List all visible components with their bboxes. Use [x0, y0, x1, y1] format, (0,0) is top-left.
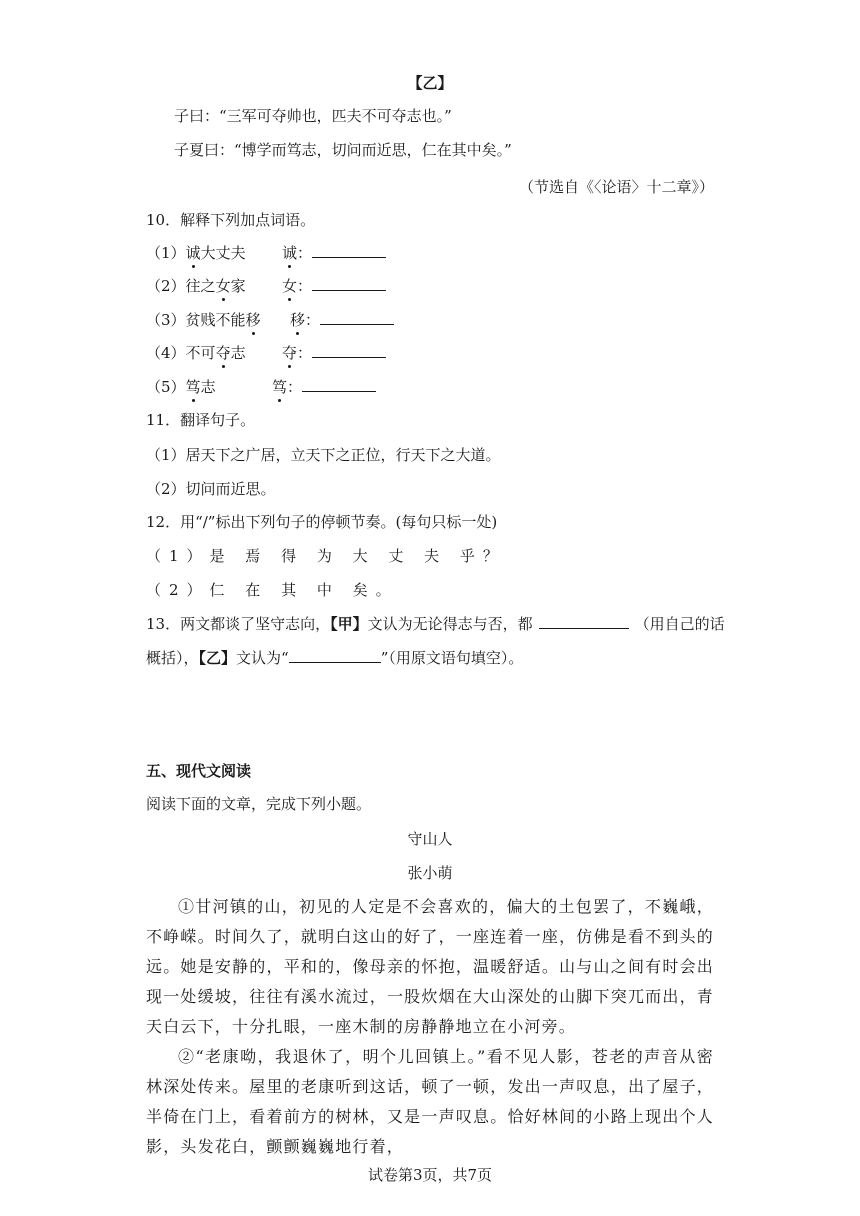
emphasis-dot-word: 夺 [215, 344, 231, 362]
q10-item-2: （2）往之女家 女： [146, 276, 246, 296]
emphasis-dot-word: 女 [215, 277, 231, 295]
answer-blank[interactable] [320, 310, 394, 325]
passage-yi-title: 【乙】 [407, 74, 453, 92]
q10-item-3: （3）贫贱不能移 移： [146, 310, 261, 330]
q12-title: 12．用“/”标出下列句子的停顿节奏。(每句只标一处) [146, 513, 498, 531]
page-footer: 试卷第3页，共7页 [367, 1166, 493, 1184]
emphasis-dot-word: 夺 [282, 344, 298, 362]
answer-blank[interactable] [312, 243, 386, 258]
article-author: 张小萌 [407, 864, 453, 882]
q11-item-1: （1）居天下之广居，立天下之正位，行天下之大道。 [146, 446, 501, 464]
emphasis-dot-word: 女 [282, 277, 298, 295]
q10-item-1: （1）诚大丈夫 诚： [146, 243, 246, 263]
answer-blank[interactable] [289, 648, 381, 663]
emphasis-dot-word: 诚 [185, 244, 201, 262]
emphasis-dot-word: 移 [290, 311, 306, 329]
q10-title: 10．解释下列加点词语。 [146, 211, 316, 229]
article-title: 守山人 [407, 830, 453, 848]
answer-blank[interactable] [312, 343, 386, 358]
q13-line-2: 概括），【乙】文认为“ ”（用原文语句填空）。 [146, 649, 524, 667]
section-heading: 五、现代文阅读 [146, 762, 252, 780]
q11-title: 11．翻译句子。 [146, 411, 256, 429]
answer-blank[interactable] [312, 276, 386, 291]
passage-yi-line-2: 子夏曰：“博学而笃志，切问而近思，仁在其中矣。” [174, 141, 512, 159]
q12-item-2: （2）仁 在 其 中 矣。 [146, 581, 399, 599]
emphasis-dot-word: 笃 [272, 378, 288, 396]
q13-line-1: 13．两文都谈了坚守志向，【甲】文认为无论得志与否，都 （用自己的话 [146, 615, 725, 633]
q11-item-2: （2）切问而近思。 [146, 480, 276, 498]
q12-item-1: （1）是 焉 得 为 大 丈 夫 乎？ [146, 547, 506, 565]
q10-item-5: （5）笃志 笃： [146, 377, 216, 397]
emphasis-dot-word: 诚 [282, 244, 298, 262]
emphasis-dot-word: 移 [245, 311, 261, 329]
passage-yi-source: （节选自《〈论语〉十二章》） [518, 178, 714, 196]
section-instruction: 阅读下面的文章，完成下列小题。 [146, 795, 372, 813]
passage-yi-line-1: 子曰：“三军可夺帅也，匹夫不可夺志也。” [174, 107, 452, 125]
article-paragraph-1: ①甘河镇的山，初见的人定是不会喜欢的，偏大的土包罢了，不巍峨，不峥嵘。时间久了，就明白这山的好了，一座连着一座，仿佛是看不到头的远。她是安静的，平和的，像母亲的怀抱，温暖舒适。山与山之间有时会出现一处缓坡，往往有溪水流过，一股炊烟在大山深处的山脚下突兀而出，青天白云下，十分扎眼，一座木制的房静静地立在小河旁。 [146, 897, 714, 1036]
answer-blank[interactable] [302, 377, 376, 392]
article-paragraph-2: ②“老康呦，我退休了，明个儿回镇上。”看不见人影，苍老的声音从密林深处传来。屋里的老康听到这话，顿了一顿，发出一声叹息，出了屋子，半倚在门上，看着前方的树林，又是一声叹息。恰好林间的小路上现出个人影，头发花白，颤颤巍巍地行着， [146, 1047, 714, 1156]
answer-blank[interactable] [539, 614, 629, 629]
q10-item-4: （4）不可夺志 夺： [146, 343, 246, 363]
emphasis-dot-word: 笃 [185, 378, 201, 396]
